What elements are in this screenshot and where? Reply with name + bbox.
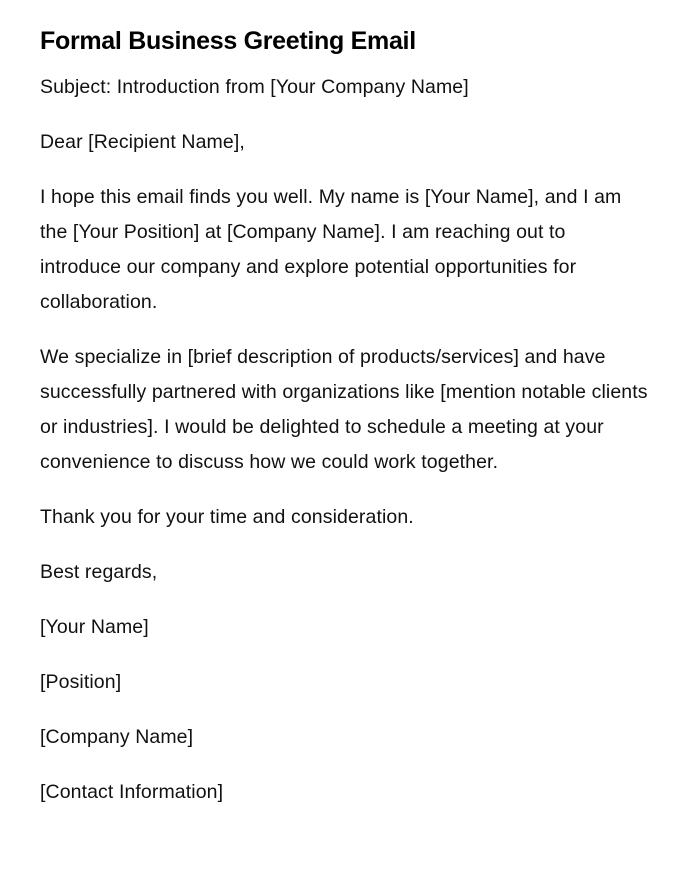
- signature-contact: [Contact Information]: [40, 781, 224, 803]
- body-paragraph-intro: I hope this email finds you well. My name is [Your Name], and I am the [Your Position] at [Company Name]. I am reaching out to introduce our company and explore potential opportunities for collaboration.: [40, 186, 622, 313]
- body-paragraph-services: We specialize in [brief description of products/services] and have successfully partnered with organizations like [mention notable clients or industries]. I would be delighted to schedule a meeting at your convenience to discuss how we could work together.: [40, 346, 648, 473]
- signature-company: [Company Name]: [40, 726, 194, 748]
- signature-name: [Your Name]: [40, 616, 149, 638]
- email-subject: Subject: Introduction from [Your Company Name]: [40, 76, 469, 98]
- signature-position: [Position]: [40, 671, 122, 693]
- email-document: [40, 22, 650, 830]
- body-paragraph-thanks: Thank you for your time and consideration.: [40, 506, 414, 528]
- email-salutation: Dear [Recipient Name],: [40, 131, 245, 153]
- document-title: Formal Business Greeting Email: [40, 27, 416, 55]
- email-closing: Best regards,: [40, 561, 158, 583]
